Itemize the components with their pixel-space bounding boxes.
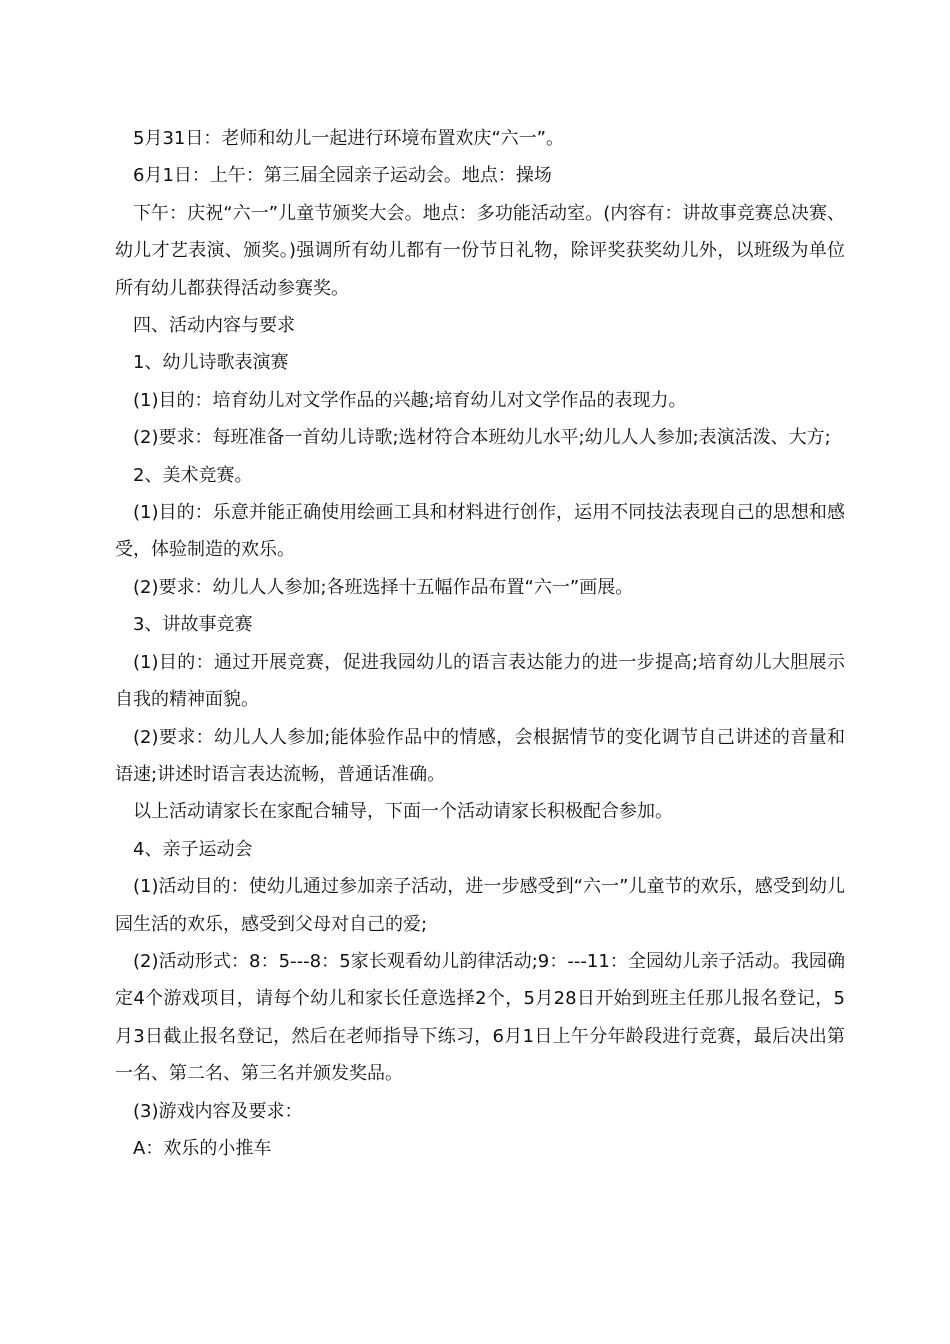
- subheading-art-contest: 2、美术竞赛。: [133, 464, 253, 486]
- paragraph-art-goal: (1)目的：乐意并能正确使用绘画工具和材料进行创作，运用不同技法表现自己的思想和感受，体验制造的欢乐。: [115, 502, 845, 561]
- paragraph-poetry-goal: (1)目的：培育幼儿对文学作品的兴趣;培育幼儿对文学作品的表现力。: [133, 389, 687, 411]
- section-heading-activities: 四、活动内容与要求: [133, 315, 295, 337]
- document-body: [115, 120, 845, 1167]
- paragraph-may31-setup: 5月31日：老师和幼儿一起进行环境布置欢庆“六一”。: [133, 128, 565, 149]
- paragraph-game-content: (3)游戏内容及要求：: [133, 1100, 303, 1122]
- paragraph-storytelling-goal: (1)目的：通过开展竞赛，促进我园幼儿的语言表达能力的进一步提高;培育幼儿大胆展示自我的精神面貌。: [115, 651, 845, 711]
- paragraph-game-a: A：欢乐的小推车: [133, 1137, 272, 1159]
- paragraph-june1-morning: 6月1日：上午：第三届全园亲子运动会。地点：操场: [133, 165, 552, 187]
- paragraph-parent-note: 以上活动请家长在家配合辅导，下面一个活动请家长积极配合参加。: [133, 801, 673, 823]
- paragraph-poetry-requirements: (2)要求：每班准备一首幼儿诗歌;选材符合本班幼儿水平;幼儿人人参加;表演活泼、大方;: [133, 427, 831, 449]
- paragraph-june1-afternoon: 下午：庆祝“六一”儿童节颁奖大会。地点：多功能活动室。(内容有：讲故事竞赛总决赛、幼儿才艺表演、颁奖。)强调所有幼儿都有一份节日礼物，除评奖获奖幼儿外，以班级为单位所有幼儿都获得活动参赛奖。: [115, 202, 845, 299]
- paragraph-art-requirements: (2)要求：幼儿人人参加;各班选择十五幅作品布置“六一”画展。: [133, 576, 634, 598]
- paragraph-sports-format: (2)活动形式：8：5---8：5家长观看幼儿韵律活动;9：---11：全园幼儿亲子活动。我园确定4个游戏项目，请每个幼儿和家长任意选择2个，5月28日开始到班主任那儿报名登记，5月3日截止报名登记，然后在老师指导下练习，6月1日上午分年龄段进行竞赛，最后决出第一名、第二名、第三名并颁发奖品。: [115, 950, 845, 1085]
- subheading-storytelling-contest: 3、讲故事竞赛: [133, 614, 253, 636]
- subheading-poetry-contest: 1、幼儿诗歌表演赛: [133, 352, 289, 374]
- paragraph-storytelling-requirements: (2)要求：幼儿人人参加;能体验作品中的情感，会根据情节的变化调节自己讲述的音量和语速;讲述时语言表达流畅，普通话准确。: [115, 726, 845, 785]
- subheading-sports-meet: 4、亲子运动会: [133, 838, 253, 860]
- paragraph-sports-goal: (1)活动目的：使幼儿通过参加亲子活动，进一步感受到“六一”儿童节的欢乐，感受到幼儿园生活的欢乐，感受到父母对自己的爱;: [115, 876, 845, 935]
